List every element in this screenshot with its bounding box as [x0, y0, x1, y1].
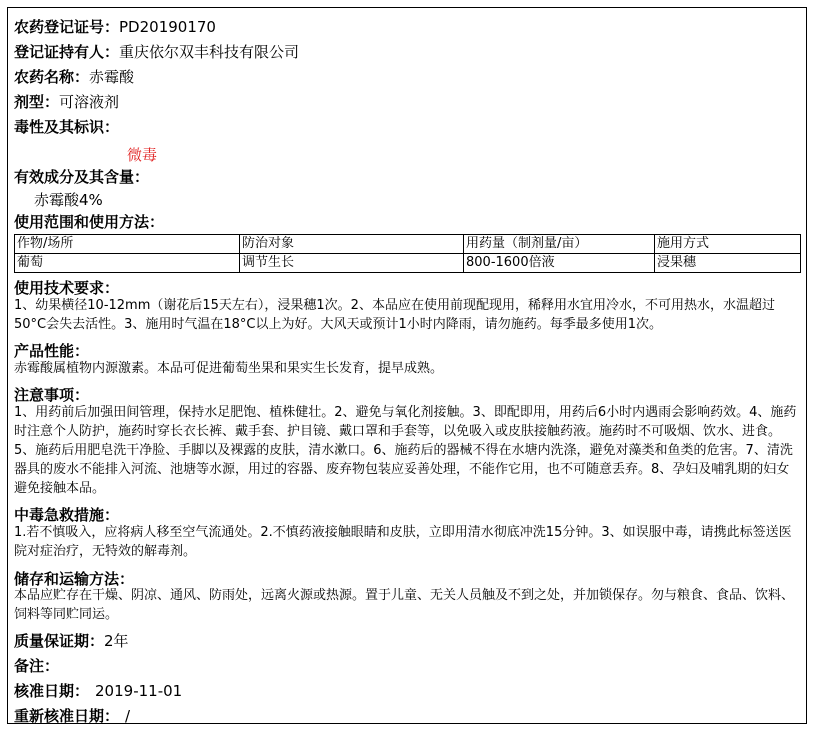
usage-header-target: 防治对象 — [240, 235, 464, 254]
name-value: 赤霉酸 — [89, 68, 135, 86]
holder-row — [14, 41, 299, 62]
perf-text: 赤霉酸属植物内源激素。本品可促进葡萄坐果和果实生长发育，提早成熟。 — [14, 361, 444, 376]
storage-text: 本品应贮存在干燥、阴凉、通风、防雨处，远离火源或热源。置于儿童、无关人员触及不到之处，并加锁保存。勿与粮食、食品、饮料、饲料等同贮同运。 — [14, 588, 795, 622]
usage-header-method: 施用方式 — [655, 235, 801, 254]
reg-no-value: PD20190170 — [119, 18, 216, 36]
perf-label: 产品性能： — [14, 342, 90, 360]
ingredients-value: 赤霉酸4% — [34, 191, 103, 209]
tech-text: 1、幼果横径10-12mm（谢花后15天左右），浸果穗1次。2、本品应在使用前现配现用，稀释用水宜用冷水，不可用热水，水温超过50°C会失去活性。3、施用时气温在18°C以上为好。大风天或预计1小时内降雨，请勿施药。每季最多使用1次。 — [14, 298, 775, 332]
remarks-label: 备注： — [14, 657, 60, 675]
holder-label: 登记证持有人： — [14, 43, 120, 61]
shelf-row — [14, 630, 129, 651]
shelf-label: 质量保证期： — [14, 632, 105, 650]
firstaid-label: 中毒急救措施： — [14, 506, 120, 524]
tech-row — [14, 277, 119, 298]
usage-header-crop: 作物/场所 — [15, 235, 240, 254]
caution-row — [14, 384, 89, 405]
formulation-label: 剂型： — [14, 93, 60, 111]
reapproval-label: 重新核准日期： — [14, 707, 120, 725]
firstaid-text: 1.若不慎吸入，应将病人移至空气流通处。2.不慎药液接触眼睛和皮肤，立即用清水彻底冲洗15分钟。3、如误服中毒，请携此标签送医院对症治疗，无特效的解毒剂。 — [14, 525, 792, 559]
firstaid-row — [14, 504, 119, 525]
table-row — [15, 254, 801, 273]
ingredients-label: 有效成分及其含量： — [14, 168, 150, 186]
toxicity-label: 毒性及其标识： — [14, 118, 120, 136]
pesticide-registration-document — [7, 7, 807, 724]
shelf-value: 2年 — [104, 632, 129, 650]
toxicity-row — [14, 116, 119, 137]
caution-text: 1、用药前后加强田间管理，保持水足肥饱、植株健壮。2、避免与氧化剂接触。3、即配即用，用药后6小时内遇雨会影响药效。4、施药时注意个人防护，施药时穿长衣长裤、戴手套、护目镜、戴口罩和手套等，以免吸入或皮肤接触药液。施药时不可吸烟、饮水、进食。5、施药后用肥皂洗干净脸、手脚以及裸露的皮肤，清水漱口。6、施药后的器械不得在水塘内洗涤，避免对藻类和鱼类的危害。7、清洗器具的废水不能排入河流、池塘等水源，用过的容器、废弃物包装应妥善处理，不能作它用，也不可随意丢弃。8、孕妇及哺乳期的妇女避免接触本品。 — [14, 405, 797, 496]
perf-row — [14, 340, 89, 361]
usage-label: 使用范围和使用方法： — [14, 213, 165, 231]
toxicity-value: 微毒 — [127, 146, 158, 164]
ingredients-row — [14, 166, 149, 187]
usage-row — [14, 211, 164, 232]
usage-table — [14, 234, 801, 273]
reg-no-row — [14, 16, 216, 37]
reg-no-label: 农药登记证号： — [14, 18, 120, 36]
remarks-row — [14, 655, 59, 676]
caution-label: 注意事项： — [14, 386, 90, 404]
usage-cell-target: 调节生长 — [240, 254, 464, 273]
holder-value: 重庆依尔双丰科技有限公司 — [119, 43, 300, 61]
reapproval-row — [14, 705, 130, 726]
approval-label: 核准日期： — [14, 682, 90, 700]
usage-cell-crop: 葡萄 — [15, 254, 240, 273]
usage-cell-dosage: 800-1600倍液 — [464, 254, 655, 273]
approval-value: 2019-11-01 — [95, 682, 183, 700]
formulation-row — [14, 91, 119, 112]
usage-table-header — [15, 235, 801, 254]
formulation-value: 可溶液剂 — [59, 93, 120, 111]
name-label: 农药名称： — [14, 68, 90, 86]
name-row — [14, 66, 134, 87]
reapproval-value: / — [125, 707, 131, 725]
storage-label: 储存和运输方法： — [14, 570, 135, 588]
usage-cell-method: 浸果穗 — [655, 254, 801, 273]
tech-label: 使用技术要求： — [14, 279, 120, 297]
approval-row — [14, 680, 182, 701]
usage-header-dosage: 用药量（制剂量/亩） — [464, 235, 655, 254]
